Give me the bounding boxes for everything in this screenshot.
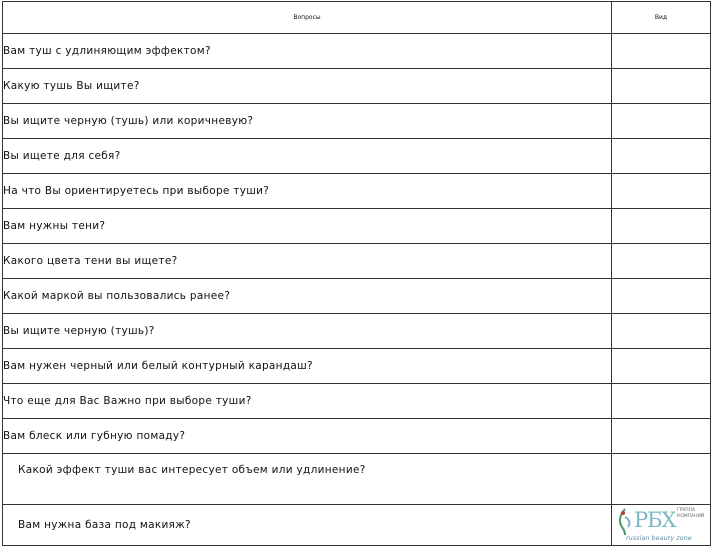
question-text: Вам нужен черный или белый контурный карандаш? — [3, 349, 612, 384]
view-cell — [612, 69, 711, 104]
question-text: Вам нужны тени? — [3, 209, 612, 244]
table-row — [3, 505, 711, 546]
logo-mark: РБХ — [634, 508, 676, 532]
header-row — [3, 2, 711, 34]
view-cell — [612, 279, 711, 314]
question-text: Какой эффект туши вас интересует объем или удлинение? — [3, 454, 612, 505]
view-cell — [612, 454, 711, 505]
view-cell — [612, 139, 711, 174]
table-row — [3, 419, 711, 454]
question-text: Вы ищите черную (тушь)? — [3, 314, 612, 349]
question-text: Вы ищите черную (тушь) или коричневую? — [3, 104, 612, 139]
table-row — [3, 174, 711, 209]
view-cell — [612, 209, 711, 244]
table-row — [3, 34, 711, 69]
view-cell — [612, 384, 711, 419]
questions-table — [2, 1, 711, 546]
view-cell-logo — [612, 505, 711, 546]
question-text: Что еще для Вас Важно при выборе туши? — [3, 384, 612, 419]
table-row — [3, 104, 711, 139]
table-row — [3, 314, 711, 349]
questions-column-header: Вопросы — [3, 2, 612, 34]
question-text: Вы ищете для себя? — [3, 139, 612, 174]
question-text: Какой маркой вы пользовались ранее? — [3, 279, 612, 314]
table-row — [3, 139, 711, 174]
view-cell — [612, 34, 711, 69]
view-cell — [612, 244, 711, 279]
question-text: Какого цвета тени вы ищете? — [3, 244, 612, 279]
question-text: Какую тушь Вы ищите? — [3, 69, 612, 104]
table-row — [3, 209, 711, 244]
company-logo — [612, 505, 708, 545]
table-row — [3, 69, 711, 104]
table-row — [3, 384, 711, 419]
view-cell — [612, 104, 711, 139]
table-row — [3, 454, 711, 505]
view-cell — [612, 174, 711, 209]
view-cell — [612, 419, 711, 454]
logo-small-text: ГРУППА КОМПАНИЙ — [677, 508, 705, 519]
logo-emblem-icon — [614, 507, 636, 537]
view-cell — [612, 349, 711, 384]
question-text: Вам туш с удлиняющим эффектом? — [3, 34, 612, 69]
view-cell — [612, 314, 711, 349]
table-row — [3, 349, 711, 384]
question-text: Вам блеск или губную помаду? — [3, 419, 612, 454]
table-row — [3, 244, 711, 279]
logo-tagline: russian beauty zone — [626, 534, 692, 542]
question-text: Вам нужна база под макияж? — [3, 505, 612, 546]
view-column-header: Вид — [612, 2, 711, 34]
question-text: На что Вы ориентируетесь при выборе туши? — [3, 174, 612, 209]
table-row — [3, 279, 711, 314]
